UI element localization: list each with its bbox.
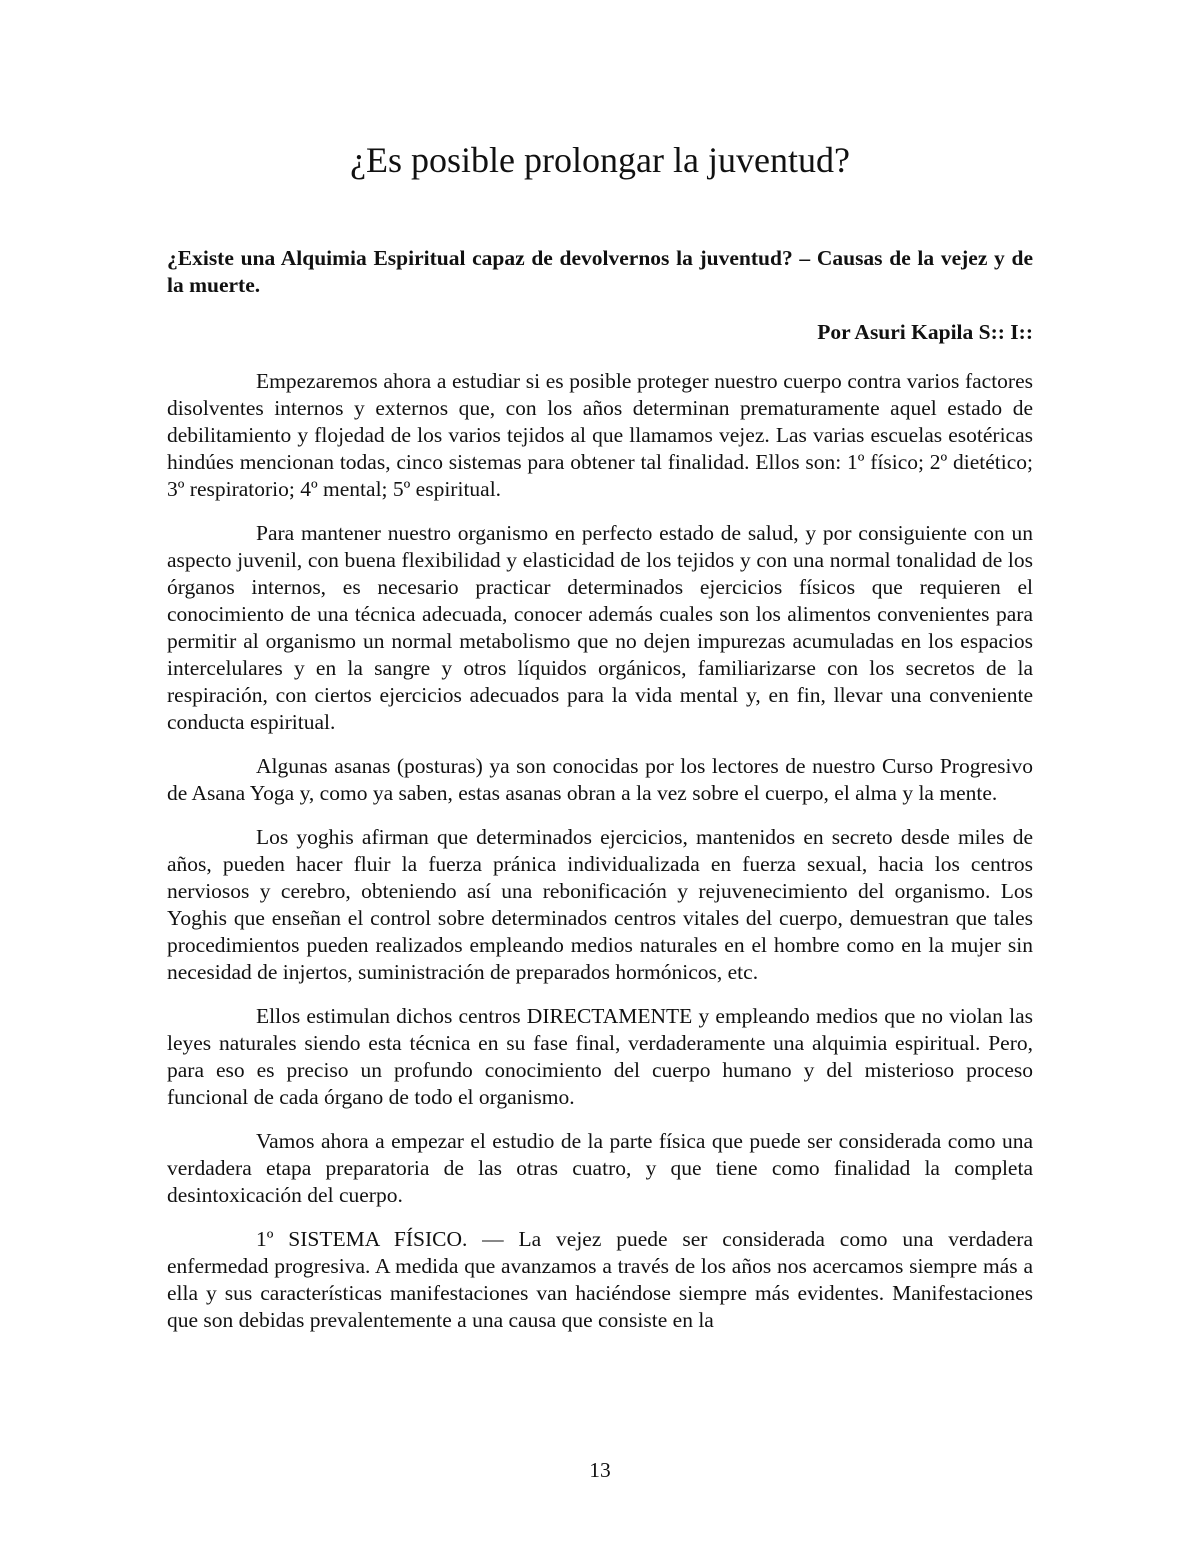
paragraph: Vamos ahora a empezar el estudio de la parte física que puede ser considerada como una verdadera etapa preparatoria de las otras cuatro, y que tiene como finalidad la completa desintoxicación del cuerpo. (167, 1129, 1033, 1207)
subtitle: ¿Existe una Alquimia Espiritual capaz de devolvernos la juventud? – Causas de la vejez y de la muerte. (167, 246, 1033, 297)
author-byline: Por Asuri Kapila S:: I:: (817, 320, 1033, 344)
paragraph: Empezaremos ahora a estudiar si es posible proteger nuestro cuerpo contra varios factores disolventes internos y externos que, con los años determinan prematuramente aquel estado de debilitamiento y flojedad de los varios tejidos al que llamamos vejez. Las varias escuelas esotéricas hindúes mencionan todas, cinco sistemas para obtener tal finalidad. Ellos son: 1º físico; 2º dietético; 3º respiratorio; 4º mental; 5º espiritual. (167, 369, 1033, 501)
page-title: ¿Es posible prolongar la juventud? (350, 140, 850, 180)
body-text (167, 368, 1033, 1351)
paragraph: Los yoghis afirman que determinados ejercicios, mantenidos en secreto desde miles de años, pueden hacer fluir la fuerza pránica individualizada en fuerza sexual, hacia los centros nerviosos y cerebro, obteniendo así una rebonificación y rejuvenecimiento del organismo. Los Yoghis que enseñan el control sobre determinados centros vitales del cuerpo, demuestran que tales procedimientos pueden realizados empleando medios naturales en el hombre como en la mujer sin necesidad de injertos, suministración de preparados hormónicos, etc. (167, 825, 1033, 984)
paragraph: 1º SISTEMA FÍSICO. — La vejez puede ser considerada como una verdadera enfermedad progresiva. A medida que avanzamos a través de los años nos acercamos siempre más a ella y sus características manifestaciones van haciéndose siempre más evidentes. Manifestaciones que son debidas prevalentemente a una causa que consiste en la (167, 1227, 1033, 1332)
paragraph: Ellos estimulan dichos centros DIRECTAMENTE y empleando medios que no violan las leyes naturales siendo esta técnica en su fase final, verdaderamente una alquimia espiritual. Pero, para eso es preciso un profundo conocimiento del cuerpo humano y del misterioso proceso funcional de cada órgano de todo el organismo. (167, 1004, 1033, 1109)
paragraph: Algunas asanas (posturas) ya son conocidas por los lectores de nuestro Curso Progresivo de Asana Yoga y, como ya saben, estas asanas obran a la vez sobre el cuerpo, el alma y la mente. (167, 754, 1033, 805)
page-number: 13 (589, 1458, 611, 1482)
paragraph: Para mantener nuestro organismo en perfecto estado de salud, y por consiguiente con un aspecto juvenil, con buena flexibilidad y elasticidad de los tejidos y con una normal tonalidad de los órganos internos, es necesario practicar determinados ejercicios físicos que requieren el conocimiento de una técnica adecuada, conocer además cuales son los alimentos convenientes para permitir al organismo un normal metabolismo que no dejen impurezas acumuladas en los espacios intercelulares y en la sangre y otros líquidos orgánicos, familiarizarse con los secretos de la respiración, con ciertos ejercicios adecuados para la vida mental y, en fin, llevar una conveniente conducta espiritual. (167, 521, 1033, 734)
